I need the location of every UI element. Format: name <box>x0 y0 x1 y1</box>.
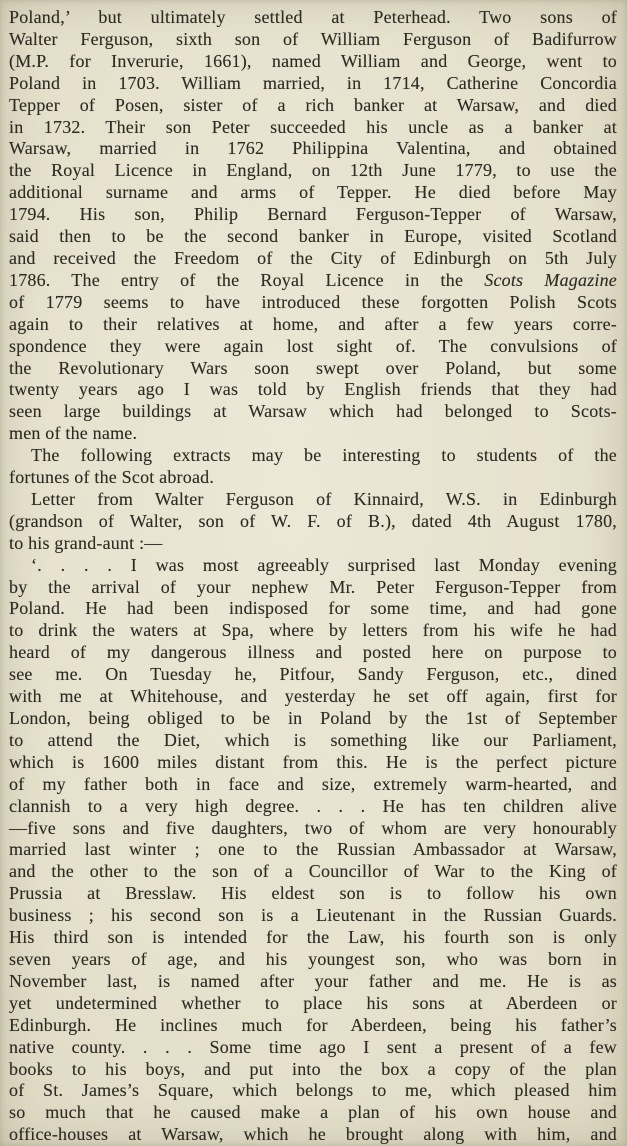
text-line <box>9 533 617 555</box>
text-line <box>9 752 617 774</box>
text-line <box>9 708 617 730</box>
text-segment: married last winter ; one to the Russian Ambassador at Warsaw, <box>9 839 617 860</box>
text-segment: additional surname and arms of Tepper. He died before May <box>9 182 617 203</box>
text-line <box>9 423 617 445</box>
text-line <box>9 1015 617 1037</box>
text-line <box>9 730 617 752</box>
text-segment: of my father both in face and size, extremely warm-hearted, and <box>9 773 617 794</box>
text-segment: Prussia at Bresslaw. His eldest son is to follow his own <box>9 883 617 904</box>
text-line <box>9 1080 617 1102</box>
text-line <box>9 1124 617 1146</box>
text-line <box>9 818 617 840</box>
text-segment: and the other to the son of a Councillor of War to the King of <box>9 861 617 882</box>
text-segment: Poland,’ but ultimately settled at Peterhead. Two sons of <box>9 7 617 27</box>
text-segment: to his grand-aunt :— <box>9 532 163 553</box>
text-line <box>9 117 617 139</box>
paragraph <box>9 489 617 555</box>
text-segment: Poland. He had been indisposed for some time, and had gone <box>9 598 617 619</box>
text-segment: again to their relatives at home, and after a few years corre- <box>9 313 617 334</box>
text-line <box>9 204 617 226</box>
text-segment: 1794. His son, Philip Bernard Ferguson-Tepper of Warsaw, <box>9 204 617 225</box>
text-line <box>9 358 617 380</box>
text-segment: of St. James’s Square, which belongs to me, which pleased him <box>9 1080 617 1101</box>
text-line <box>9 839 617 861</box>
text-segment: business ; his second son is a Lieutenant in the Russian Guards. <box>9 905 617 926</box>
text-segment: books to his boys, and put into the box a copy of the plan <box>9 1058 617 1079</box>
text-segment: spondence they were again lost sight of. The convulsions of <box>9 335 617 356</box>
text-segment: to attend the Diet, which is something like our Parliament, <box>9 729 617 750</box>
paragraph <box>9 445 617 489</box>
text-segment: by the arrival of your nephew Mr. Peter Ferguson-Tepper from <box>9 576 617 597</box>
text-line <box>9 577 617 599</box>
text-segment: London, being obliged to be in Poland by the 1st of September <box>9 708 617 728</box>
text-segment: —five sons and five daughters, two of whom are very honourably <box>9 817 617 838</box>
text-line <box>9 248 617 270</box>
text-segment: Poland in 1703. William married, in 1714, Catherine Concordia <box>9 72 617 93</box>
text-line <box>9 73 617 95</box>
text-segment: the Royal Licence in England, on 12th June 1779, to use the <box>9 160 617 181</box>
text-segment: men of the name. <box>9 423 138 444</box>
text-segment: in 1732. Their son Peter succeeded his uncle as a banker at <box>9 116 617 137</box>
text-segment: so much that he caused make a plan of his own house and <box>9 1102 617 1123</box>
text-segment: seven years of age, and his youngest son, who was born in <box>9 948 617 969</box>
text-line <box>9 160 617 182</box>
paragraph <box>9 555 617 1146</box>
text-line <box>9 95 617 117</box>
text-segment: yet undetermined whether to place his sons at Aberdeen or <box>9 992 617 1013</box>
text-line <box>9 7 617 29</box>
text-line <box>9 796 617 818</box>
text-segment: seen large buildings at Warsaw which had belonged to Scots- <box>9 401 617 422</box>
text-line <box>9 861 617 883</box>
text-line <box>9 598 617 620</box>
text-segment: Letter from Walter Ferguson of Kinnaird, W.S. in Edinburgh <box>31 488 617 509</box>
text-line <box>9 1037 617 1059</box>
text-line <box>9 51 617 73</box>
italic-text: Scots Magazine <box>484 269 617 290</box>
text-segment: office-houses at Warsaw, which he brought along with him, and <box>9 1124 617 1145</box>
text-line <box>9 336 617 358</box>
text-segment: November last, is named after your father and me. He is as <box>9 970 617 991</box>
text-segment: clannish to a very high degree. . . . He has ten children alive <box>9 795 617 816</box>
text-segment: fortunes of the Scot abroad. <box>9 467 215 488</box>
text-segment: The following extracts may be interesting to students of the <box>31 445 617 466</box>
text-segment: ‘. . . . I was most agreeably surprised last Monday evening <box>31 554 617 575</box>
text-segment: the Revolutionary Wars soon swept over Poland, but some <box>9 357 617 378</box>
paragraph <box>9 7 617 445</box>
text-line <box>9 467 617 489</box>
text-segment: said then to be the second banker in Europe, visited Scotland <box>9 226 617 247</box>
text-line <box>9 927 617 949</box>
text-segment: Tepper of Posen, sister of a rich banker at Warsaw, and died <box>9 94 617 115</box>
text-segment: heard of my dangerous illness and posted here on purpose to <box>9 642 617 663</box>
text-segment: Edinburgh. He inclines much for Aberdeen, being his father’s <box>9 1014 617 1035</box>
text-line <box>9 182 617 204</box>
text-line <box>9 379 617 401</box>
text-segment: Walter Ferguson, sixth son of William Ferguson of Badifurrow <box>9 28 617 49</box>
text-line <box>9 1059 617 1081</box>
text-line <box>9 686 617 708</box>
text-line <box>9 29 617 51</box>
text-segment: native county. . . . Some time ago I sent a present of a few <box>9 1036 617 1057</box>
text-line <box>9 314 617 336</box>
text-line <box>9 905 617 927</box>
text-line <box>9 774 617 796</box>
text-line <box>9 883 617 905</box>
text-line <box>9 270 617 292</box>
text-segment: Warsaw, married in 1762 Philippina Valentina, and obtained <box>9 138 617 159</box>
text-segment: and received the Freedom of the City of Edinburgh on 5th July <box>9 247 617 268</box>
text-segment: of 1779 seems to have introduced these forgotten Polish Scots <box>9 291 617 312</box>
text-segment: which is 1600 miles distant from this. He is the perfect picture <box>9 751 617 772</box>
text-line <box>9 511 617 533</box>
text-line <box>9 292 617 314</box>
text-line <box>9 138 617 160</box>
text-line <box>9 555 617 577</box>
text-line <box>9 642 617 664</box>
text-line <box>9 445 617 467</box>
text-segment: (M.P. for Inverurie, 1661), named William and George, went to <box>9 50 617 71</box>
text-line <box>9 664 617 686</box>
text-line <box>9 1102 617 1124</box>
text-segment: to drink the waters at Spa, where by letters from his wife he had <box>9 620 617 641</box>
text-segment: 1786. The entry of the Royal Licence in the <box>9 269 485 290</box>
text-line <box>9 949 617 971</box>
text-segment: with me at Whitehouse, and yesterday he set off again, first for <box>9 686 617 707</box>
text-segment: (grandson of Walter, son of W. F. of B.), dated 4th August 1780, <box>9 510 617 531</box>
text-segment: His third son is intended for the Law, his fourth son is only <box>9 927 617 948</box>
text-line <box>9 226 617 248</box>
text-line <box>9 620 617 642</box>
text-segment: see me. On Tuesday he, Pitfour, Sandy Ferguson, etc., dined <box>9 664 617 685</box>
text-line <box>9 971 617 993</box>
text-line <box>9 489 617 511</box>
text-line <box>9 993 617 1015</box>
text-segment: twenty years ago I was told by English friends that they had <box>9 379 617 400</box>
text-line <box>9 401 617 423</box>
